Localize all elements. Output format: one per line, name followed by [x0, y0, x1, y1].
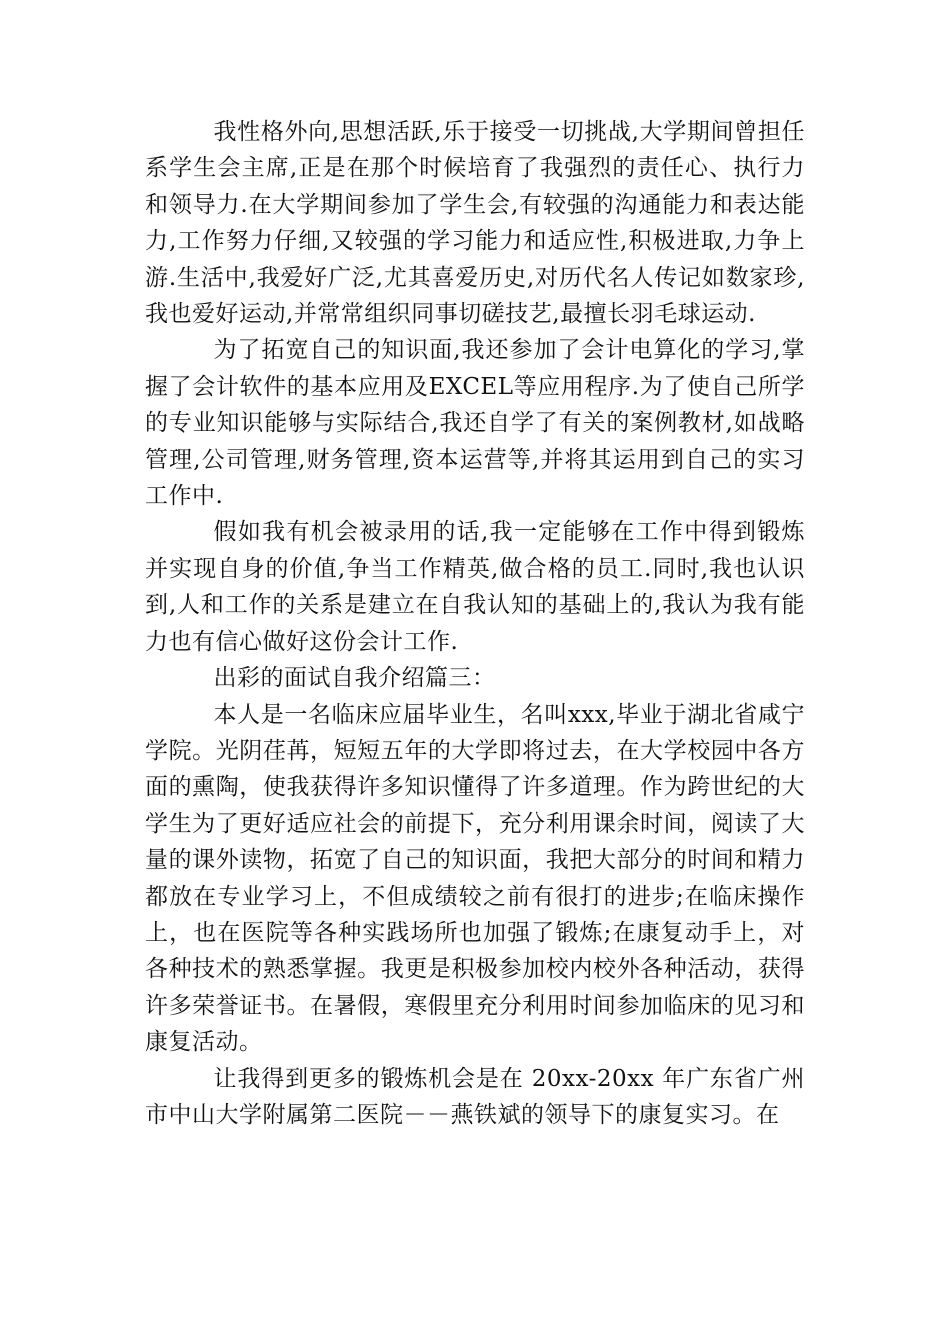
paragraph-personality: 我性格外向,思想活跃,乐于接受一切挑战,大学期间曾担任系学生会主席,正是在那个时候培育了我强烈的责任心、执行力和领导力.在大学期间参加了学生会,有较强的沟通能力和表达能力,工作努力仔细,又较强的学习能力和适应性,积极进取,力争上游.生活中,我爱好广泛,尤其喜爱历史,对历代名人传记如数家珍,我也爱好运动,并常常组织同事切磋技艺,最擅长羽毛球运动. — [145, 119, 805, 328]
paragraph-knowledge: 为了拓宽自己的知识面,我还参加了会计电算化的学习,掌握了会计软件的基本应用及EXCEL等应用程序.为了使自己所学的专业知识能够与实际结合,我还自学了有关的案例教材,如战略管理,公司管理,财务管理,资本运营等,并将其运用到自己的实习工作中. — [145, 337, 805, 510]
paragraph-internship: 让我得到更多的锻炼机会是在 20xx-20xx 年广东省广州市中山大学附属第二医院－－燕铁斌的领导下的康复实习。在 — [145, 1065, 805, 1128]
document-page — [145, 114, 805, 1133]
paragraph-opportunity: 假如我有机会被录用的话,我一定能够在工作中得到锻炼并实现自身的价值,争当工作精英,做合格的员工.同时,我也认识到,人和工作的关系是建立在自我认知的基础上的,我认为我有能力也有信心做好这份会计工作. — [145, 519, 805, 655]
paragraph-self-intro: 本人是一名临床应届毕业生，名叫xxx,毕业于湖北省咸宁学院。光阴荏苒，短短五年的大学即将过去，在大学校园中各方面的熏陶，使我获得许多知识懂得了许多道理。作为跨世纪的大学生为了更好适应社会的前提下，充分利用课余时间，阅读了大量的课外读物，拓宽了自己的知识面，我把大部分的时间和精力都放在专业学习上，不但成绩较之前有很打的进步;在临床操作上，也在医院等各种实践场所也加强了锻炼;在康复动手上，对各种技术的熟悉掌握。我更是积极参加校内校外各种活动，获得许多荣誉证书。在暑假，寒假里充分利用时间参加临床的见习和康复活动。 — [145, 701, 805, 1056]
section-title: 出彩的面试自我介绍篇三： — [213, 665, 496, 692]
